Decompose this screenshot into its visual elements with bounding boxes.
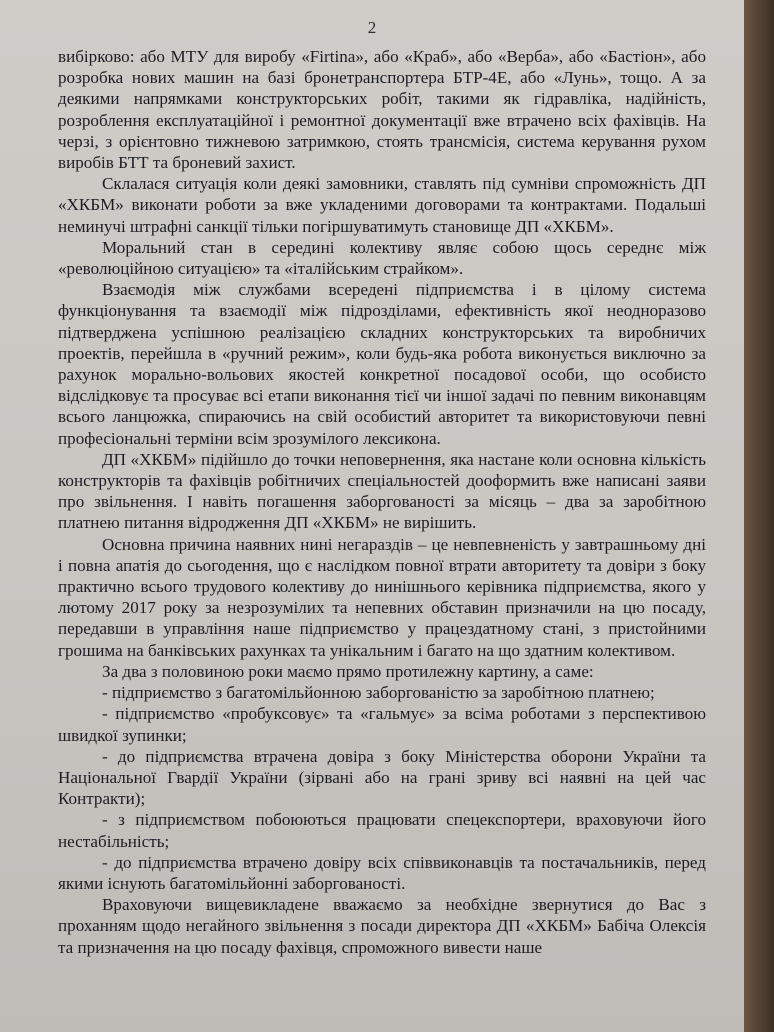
page-number: 2 (367, 18, 377, 37)
paragraph-continuation: вибірково: або МТУ для виробу «Fіrtіna», або «Краб», або «Верба», або «Бастіон», або розробка нових машин на базі бронетранспортера БТР-4Е, або «Лунь», тощо. А за деякими напрямками конструкторських робіт, такими як гідравліка, надійність, розроблення експлуатаційної і ремонтної документації вже втрачено всіх фахівців. На черзі, з орієнтовно тижневою затримкою, стоять трансмісія, система керування рухом виробів БТТ та броневий захист. (58, 47, 706, 173)
table-surface (744, 0, 774, 1032)
list-item-exporters: - з підприємством побоюються працювати спецекспортери, враховуючи його нестабільність; (58, 810, 706, 851)
paragraph-customers-doubt: Склалася ситуація коли деякі замовники, ставлять під сумніви спроможність ДП «ХКБМ» виконати роботи за вже укладеними договорами та контрактами. Подальші неминучі штрафні санкції тільки погіршуватимуть становище ДП «ХКБМ». (58, 174, 706, 236)
paragraph-two-years: За два з половиною роки маємо прямо протилежну картину, а саме: (102, 661, 594, 681)
list-item-suppliers: - до підприємства втрачено довіру всіх співвиконавців та постачальників, перед якими існують багатомільйонні заборгованості. (58, 852, 706, 893)
list-item-stalling: - підприємство «пробуксовує» та «гальмує» за всіма роботами з перспективою швидкої зупинки; (58, 704, 706, 745)
paragraph-main-reason: Основна причина наявних нині негараздів – це невпевненість у завтрашньому дні і повна апатія до сьогодення, що є наслідком повної втрати авторитету та довіри з боку практично всього трудового колективу до нинішнього керівника підприємства, якого у лютому 2017 року за незрозумілих та непевних обставин призначили на цю посаду, передавши в управління наше підприємство у працездатному стані, з пристойними грошима на банківських рахунках та унікальним і багато на що здатним колективом. (58, 534, 706, 660)
list-item-debt: - підприємство з багатомільйонною заборгованістю за заробітною платнею; (102, 683, 655, 703)
list-item-ministry-trust: - до підприємства втрачена довіра з боку Міністерства оборони України та Національної Гвардії України (зірвані або на грані зриву всі наявні на цей час Контракти); (58, 746, 706, 809)
paragraph-request: Враховуючи вищевикладене вважаємо за необхідне звернутися до Вас з проханням щодо негайного звільнення з посади директора ДП «ХКБМ» Бабіча Олексія та призначення на цю посаду фахівця, спроможного вивести наше (58, 895, 706, 957)
paragraph-interaction: Взаємодія між службами всередені підприємства і в цілому система функціонування та взаємодії між підрозділами, ефективність якої неодноразово підтверджена успішною реалізацією складних конструкторських та виробничих проектів, перейшла в «ручний режим», коли будь-яка робота виконується виключно за рахунок морально-вольових якостей конкретної посадової особи, що особисто відслідковує та просуває всі етапи виконання тієї чи іншої задачі по певним виконавцям всього ланцюжка, спираючись на свій особистий авторитет та використовуючи певні професіональні терміни всім зрозумілого лексикона. (58, 280, 706, 448)
paragraph-moral-state: Моральний стан в середині колективу являє собою щось середнє між «революційною ситуацією» та «італійським страйком». (58, 237, 706, 279)
document-body (58, 46, 706, 958)
paragraph-point-of-no-return: ДП «ХКБМ» підійшло до точки неповернення, яка настане коли основна кількість конструкторів та фахівців робітничих спеціальностей дооформить вже написані заяви про звільнення. І навіть погашення заборгованості за місяць – два за заробітною платнею питання відродження ДП «ХКБМ» не вирішить. (58, 449, 706, 533)
